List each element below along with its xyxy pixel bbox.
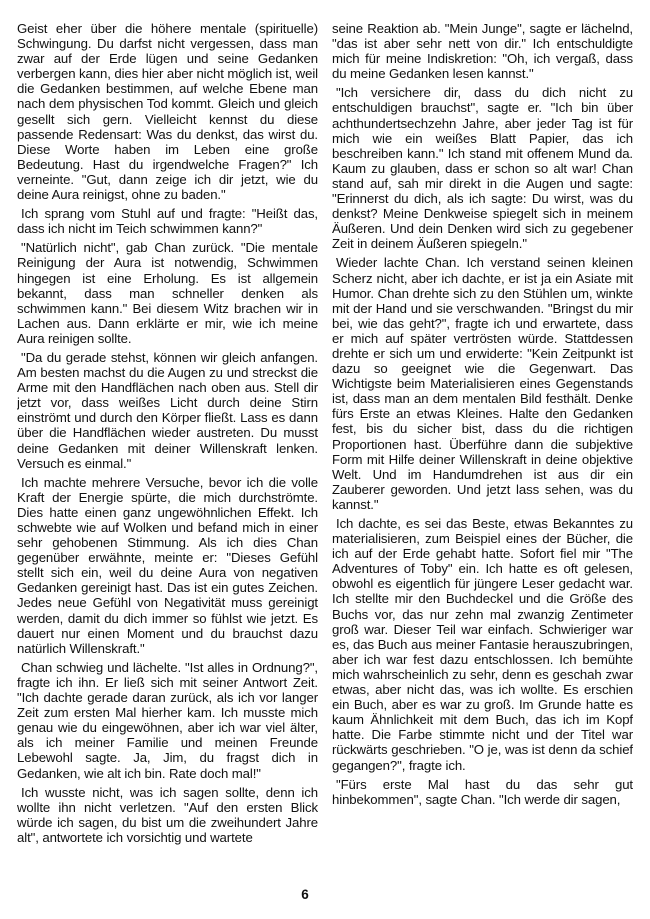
page-number: 6 xyxy=(301,887,309,902)
right-column xyxy=(332,21,633,873)
left-column xyxy=(17,21,318,873)
paragraph: Ich sprang vom Stuhl auf und fragte: "Heißt das, dass ich nicht im Teich schwimmen kann?" xyxy=(17,206,318,237)
paragraph: Chan schwieg und lächelte. "Ist alles in Ordnung?", fragte ich ihn. Er ließ sich mit seiner Antwort Zeit. "Ich dachte gerade daran zurück, als ich vor langer Zeit zum ersten Mal hierher kam. Ich musste mich genau wie du eingewöhnen, aber ich war viel älter, als ich meiner Familie und meinen Freunde Lebewohl sagte. Ja, Jim, du fragst dich in Gedanken, wie alt ich bin. Rate doch mal!" xyxy=(17,659,318,781)
paragraph: Ich wusste nicht, was ich sagen sollte, denn ich wollte ihn nicht verletzen. "Auf den ersten Blick würde ich sagen, du bist um die zweihundert Jahre alt", antwortete ich vorsichtig und wartete xyxy=(17,784,318,845)
paragraph: "Ich versichere dir, dass du dich nicht zu entschuldigen brauchst", sagte er. "Ich bin über achthundertsechzehn Jahre, aber jeder Tag ist für mich wie ein weißes Blatt Papier, das ich beschreiben kann." Ich stand mit offenem Mund da. Kaum zu glauben, dass er schon so alt war! Chan stand auf, sah mir direkt in die Augen und sagte: "Erinnerst du dich, als ich sagte: Du wirst, was du denkst? Meine Denkweise spiegelt sich in meinem Äußeren. Und dein Denken wird sich zu gegebener Zeit in deinem Äußeren spiegeln." xyxy=(332,85,633,252)
paragraph: seine Reaktion ab. "Mein Junge", sagte er lächelnd, "das ist aber sehr nett von dir." Ich entschuldigte mich für meine Indiskretion: "Oh, ich vergaß, dass du meine Gedanken lesen kannst." xyxy=(332,21,633,82)
paragraph: Wieder lachte Chan. Ich verstand seinen kleinen Scherz nicht, aber ich dachte, er ist ja ein Asiate mit Humor. Chan drehte sich zu den Stühlen um, winkte mit der Hand und sie verschwanden. "Bringst du mir bei, wie das geht?", fragte ich und erwartete, dass er mich auf später vertrösten würde. Stattdessen drehte er sich um und erwiderte: "Kein Zeitpunkt ist dazu so geeignet wie die Gegenwart. Das Wichtigste beim Materialisieren eines Gegenstands ist, dass man an dem mentalen Bild festhält. Denke fürs Erste an etwas Kleines. Halte den Gedanken fest, bis du sicher bist, dass du die richtigen Proportionen hast. Überführe dann die subjektive Form mit Hilfe deiner Willenskraft in deine objektive Welt. Und im Handumdrehen ist aus dir ein Zauberer geworden. Und jetzt lass sehen, was du kannst." xyxy=(332,255,633,512)
paragraph: "Fürs erste Mal hast du das sehr gut hinbekommen", sagte Chan. "Ich werde dir sagen, xyxy=(332,776,633,807)
paragraph: Geist eher über die höhere mentale (spirituelle) Schwingung. Du darfst nicht vergessen, dass man zwar auf der Erde lügen und seine Gedanken verbergen kann, dies hier aber nicht möglich ist, weil die Gedanken bestimmen, auf welche Ebene man nach dem physischen Tod kommt. Gleich und gleich gesellt sich gern. Vielleicht kennst du diese passende Redensart: Was du denkst, das wirst du. Diese Worte haben im Leben eine große Bedeutung. Hast du irgendwelche Fragen?" Ich verneinte. "Gut, dann zeige ich dir jetzt, wie du deine Aura reinigst, ohne zu baden." xyxy=(17,21,318,203)
paragraph: "Da du gerade stehst, können wir gleich anfangen. Am besten machst du die Augen zu und streckst die Arme mit den Handflächen nach oben aus. Stell dir jetzt vor, dass weißes Licht durch deine Stirn einströmt und durch den Körper fließt. Lass es dann über die Handflächen wieder austreten. Du musst deine Gedanken mit deiner Willenskraft lenken. Versuch es einmal." xyxy=(17,349,318,471)
paragraph: "Natürlich nicht", gab Chan zurück. "Die mentale Reinigung der Aura ist notwendig, Schwimmen hingegen ist eine Erholung. Es ist allgemein bekannt, dass man schneller denken als schwimmen kann." Bei diesem Witz brachen wir in Lachen aus. Dann erklärte er mir, wie ich meine Aura reinigen sollte. xyxy=(17,240,318,346)
text-block xyxy=(17,21,634,873)
paragraph: Ich dachte, es sei das Beste, etwas Bekanntes zu materialisieren, zum Beispiel eines der Bücher, die ich auf der Erde gehabt hatte. Sofort fiel mir "The Adventures of Toby" ein. Ich hatte es oft gelesen, obwohl es eigentlich für jüngere Leser gedacht war. Ich stellte mir den Buchdeckel und die Größe des Buchs vor, das nur zehn mal zwanzig Zentimeter groß war. Dieser Teil war einfach. Schwieriger war es, das Buch aus meiner Fantasie herauszubringen, aber ich war fest dazu entschlossen. Ich bemühte mich wahrscheinlich zu sehr, denn es geschah zwar etwas, aber nicht das, was ich wollte. Es erschien ein Buch, aber es war zu groß. Im Grunde hatte es kaum Ähnlichkeit mit dem Buch, das ich im Kopf hatte. Die Farbe stimmte nicht und der Titel war rückwärts geschrieben. "O je, was ist denn da schief gegangen?", fragte ich. xyxy=(332,516,633,773)
paragraph: Ich machte mehrere Versuche, bevor ich die volle Kraft der Energie spürte, die mich durchströmte. Dies hatte einen ganz ungewöhnlichen Effekt. Ich schwebte wie auf Wolken und befand mich in einer sehr gehobenen Stimmung. Als ich dies Chan gegenüber erwähnte, meinte er: "Dieses Gefühl stellt sich ein, weil du deine Aura von negativen Gedanken gereinigt hast. Das ist ein gutes Zeichen. Jedes neue Gefühl von Negativität muss gereinigt werden, damit du dich immer so fühlst wie jetzt. Es dauert nur einen Moment und du brauchst dazu natürlich Willenskraft." xyxy=(17,474,318,656)
